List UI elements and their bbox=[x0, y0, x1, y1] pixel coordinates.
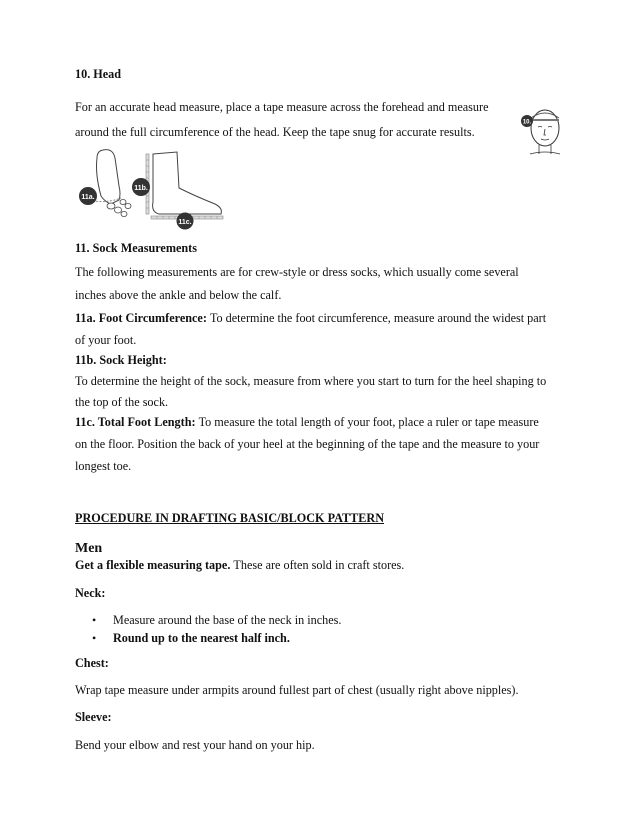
sock-11a-line-1 bbox=[75, 310, 546, 326]
bullet-icon: • bbox=[92, 613, 97, 627]
foot-measure-illustration bbox=[75, 144, 227, 230]
neck-heading: Neck: bbox=[75, 586, 106, 600]
sock-11b-label: 11b. Sock Height: bbox=[75, 353, 167, 367]
head-badge-label: 10. bbox=[522, 119, 532, 126]
head-heading: 10. Head bbox=[75, 67, 122, 81]
sock-11c-line-2: on the floor. Position the back of your heel at the beginning of the tape and the measure to your bbox=[75, 437, 540, 451]
measuring-tape-line bbox=[75, 557, 404, 573]
sock-11a-label: 11a. Foot Circumference: bbox=[75, 311, 207, 325]
sock-11c-text: To measure the total length of your foot, place a ruler or tape measure bbox=[198, 415, 539, 429]
bullet-icon: • bbox=[92, 631, 97, 645]
foot-label-11a: 11a. bbox=[81, 194, 95, 201]
foot-label-11c: 11c. bbox=[178, 219, 192, 226]
measuring-tape-text: These are often sold in craft stores. bbox=[233, 558, 405, 572]
sock-intro-line-2: inches above the ankle and below the calf. bbox=[75, 288, 282, 302]
sock-11c-label: 11c. Total Foot Length: bbox=[75, 415, 196, 429]
chest-text: Wrap tape measure under armpits around fullest part of chest (usually right above nipples). bbox=[75, 683, 519, 697]
neck-item-2: Round up to the nearest half inch. bbox=[113, 631, 290, 645]
men-heading: Men bbox=[75, 541, 103, 556]
head-text-line-1: For an accurate head measure, place a tape measure across the forehead and measure bbox=[75, 100, 489, 114]
sleeve-heading: Sleeve: bbox=[75, 710, 112, 724]
sock-11b-line-1: To determine the height of the sock, measure from where you start to turn for the heel shaping to bbox=[75, 374, 547, 388]
sleeve-text: Bend your elbow and rest your hand on your hip. bbox=[75, 738, 315, 752]
head-measure-illustration bbox=[518, 104, 568, 158]
sock-11a-text: To determine the foot circumference, measure around the widest part bbox=[209, 311, 547, 325]
chest-heading: Chest: bbox=[75, 656, 109, 670]
head-text-line-2: around the full circumference of the head. Keep the tape snug for accurate results. bbox=[75, 125, 475, 139]
sock-heading: 11. Sock Measurements bbox=[75, 241, 197, 255]
sock-11c-line-3: longest toe. bbox=[75, 459, 132, 473]
sock-11c-line-1 bbox=[75, 414, 539, 430]
measuring-tape-bold: Get a flexible measuring tape. bbox=[75, 558, 231, 572]
sock-11b-line-2: the top of the sock. bbox=[75, 395, 169, 409]
sock-intro-line-1: The following measurements are for crew-style or dress socks, which usually come several bbox=[75, 265, 519, 279]
foot-label-11b: 11b. bbox=[134, 185, 148, 192]
sock-11a-line-2: of your foot. bbox=[75, 333, 137, 347]
procedure-heading: PROCEDURE IN DRAFTING BASIC/BLOCK PATTERN bbox=[75, 511, 385, 525]
neck-item-1: Measure around the base of the neck in inches. bbox=[113, 613, 342, 627]
